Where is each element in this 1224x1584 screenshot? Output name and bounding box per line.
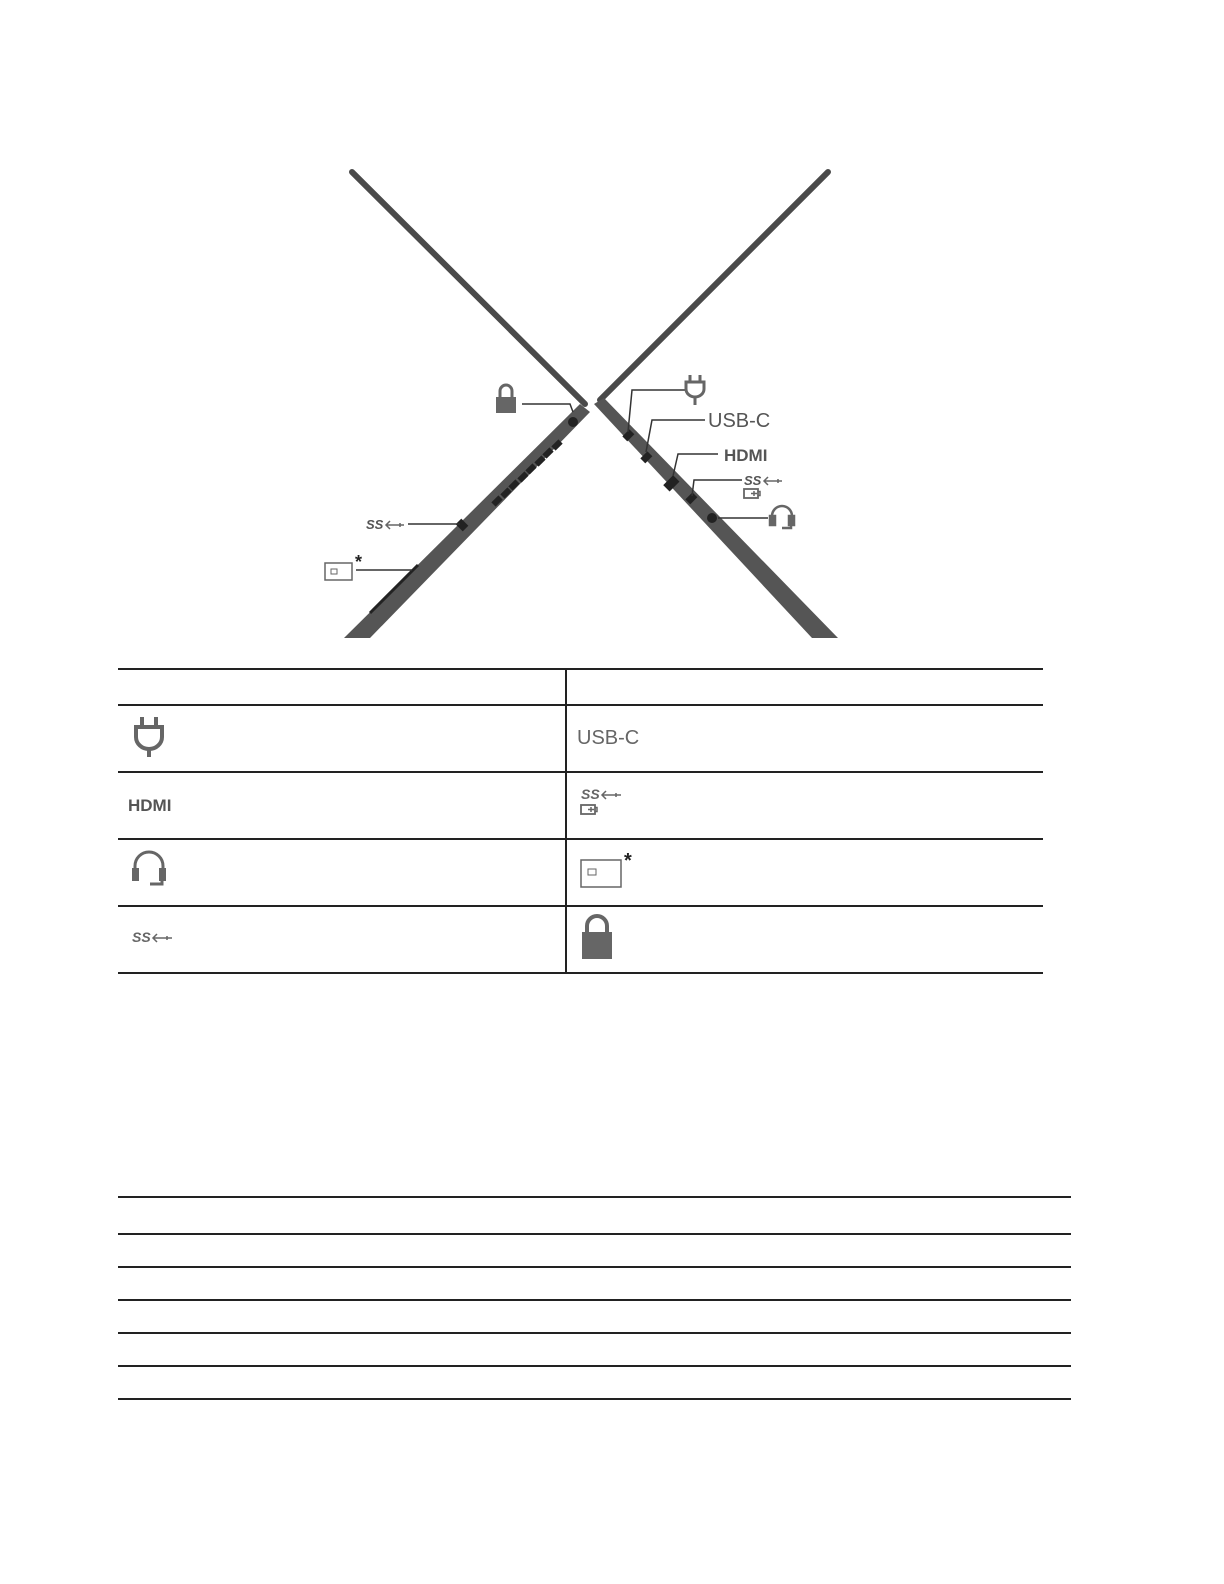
power-plug-icon xyxy=(686,375,704,405)
table-row xyxy=(118,906,1043,973)
usb-ss-charging-icon xyxy=(577,786,627,820)
table-rule xyxy=(118,1233,1071,1266)
table-cell xyxy=(566,839,1043,906)
table-row xyxy=(118,839,1043,906)
usb-c-label: USB-C xyxy=(708,410,771,432)
table-cell xyxy=(566,772,1043,839)
table-cell xyxy=(566,705,1043,772)
table-header-cell xyxy=(566,669,1043,705)
table-cell xyxy=(118,705,566,772)
smart-card-icon xyxy=(325,552,362,580)
table-rule xyxy=(118,1266,1071,1299)
table-rule xyxy=(118,1332,1071,1365)
headset-icon xyxy=(770,506,794,528)
table-row xyxy=(118,705,1043,772)
padlock-icon xyxy=(496,385,516,413)
laptop-ports-diagram xyxy=(260,150,940,650)
svg-text:SS: SS xyxy=(744,473,762,488)
left-laptop xyxy=(344,172,590,638)
usb-c-label: USB-C xyxy=(577,727,640,749)
empty-ruled-table xyxy=(118,1196,1071,1400)
table-cell xyxy=(118,772,566,839)
power-plug-icon xyxy=(128,713,168,759)
table-row xyxy=(118,772,1043,839)
svg-text:*: * xyxy=(624,850,632,872)
table-header-row xyxy=(118,669,1043,705)
headset-icon xyxy=(128,850,170,890)
table-rule xyxy=(118,1196,1071,1233)
table-cell xyxy=(566,906,1043,973)
smart-card-icon xyxy=(577,850,637,890)
table-rule xyxy=(118,1365,1071,1398)
table-rule xyxy=(118,1299,1071,1332)
padlock-icon xyxy=(577,912,617,962)
table-cell xyxy=(118,906,566,973)
svg-text:SS: SS xyxy=(366,517,384,532)
table-header-cell xyxy=(118,669,566,705)
usb-ss-icon xyxy=(366,517,404,532)
svg-text:SS: SS xyxy=(132,929,151,945)
svg-text:*: * xyxy=(355,552,363,572)
table-rule xyxy=(118,1398,1071,1400)
hdmi-label: HDMI xyxy=(724,446,768,465)
usb-ss-icon xyxy=(128,926,178,948)
svg-text:SS: SS xyxy=(581,786,600,802)
ports-table xyxy=(118,668,1043,974)
hdmi-label: HDMI xyxy=(128,795,172,815)
usb-ss-charging-icon xyxy=(744,473,782,498)
callout-lines xyxy=(356,390,771,570)
table-cell xyxy=(118,839,566,906)
